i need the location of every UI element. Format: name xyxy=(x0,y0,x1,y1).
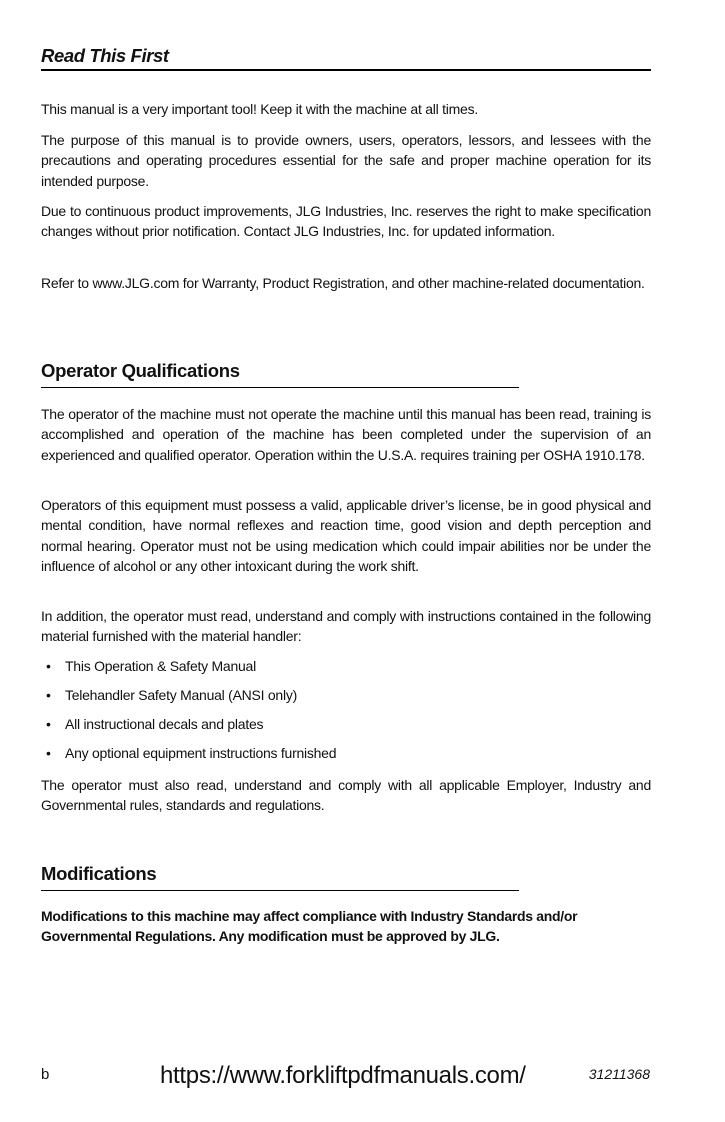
section-title-operator-qualifications: Operator Qualifications xyxy=(41,360,240,381)
section-title-modifications: Modifications xyxy=(41,863,157,884)
paragraph: The operator of the machine must not operate the machine until this manual has been read, training is accomplished and operation of the machine has been completed under the supervision of an experienced and qualified operator. Operation within the U.S.A. requires training per OSHA 1910.178. xyxy=(41,406,651,463)
title-rule xyxy=(41,69,651,71)
list-item-text: Telehandler Safety Manual (ANSI only) xyxy=(65,687,297,703)
bullet-icon: • xyxy=(46,687,51,703)
list-item-text: All instructional decals and plates xyxy=(65,716,264,732)
paragraph: This manual is a very important tool! Keep it with the machine at all times. xyxy=(41,101,478,117)
list-item xyxy=(41,658,256,674)
paragraph: In addition, the operator must read, understand and comply with instructions contained in the following material furnished with the material handler: xyxy=(41,608,651,645)
paragraph: Due to continuous product improvements, JLG Industries, Inc. reserves the right to make specification changes without prior notification. Contact JLG Industries, Inc. for updated information. xyxy=(41,203,651,240)
modifications-warning: Modifications to this machine may affect compliance with Industry Standards and/or Governmental Regulations. Any modification must be approved by JLG. xyxy=(41,908,578,945)
list-item xyxy=(41,745,336,761)
bullet-icon: • xyxy=(46,658,51,674)
document-number: 31211368 xyxy=(588,1066,650,1082)
list-item-text: This Operation & Safety Manual xyxy=(65,658,256,674)
paragraph: The operator must also read, understand and comply with all applicable Employer, Industry and Governmental rules, standards and regulations. xyxy=(41,777,651,814)
paragraph: Refer to www.JLG.com for Warranty, Product Registration, and other machine-related documentation. xyxy=(41,275,645,291)
bullet-icon: • xyxy=(46,716,51,732)
paragraph: The purpose of this manual is to provide owners, users, operators, lessors, and lessees with the precautions and operating procedures essential for the safe and proper machine operation for its intended purpose. xyxy=(41,132,651,189)
list-item xyxy=(41,716,263,732)
list-item-text: Any optional equipment instructions furnished xyxy=(65,745,337,761)
bullet-icon: • xyxy=(46,745,51,761)
list-item xyxy=(41,687,297,703)
section-title-read-this-first: Read This First xyxy=(41,45,169,66)
watermark-url: https://www.forkliftpdfmanuals.com/ xyxy=(160,1062,526,1089)
section-rule xyxy=(41,387,519,388)
page-number: b xyxy=(41,1066,50,1083)
section-rule xyxy=(41,890,519,891)
paragraph: Operators of this equipment must possess a valid, applicable driver’s license, be in good physical and mental condition, have normal reflexes and reaction time, good vision and depth perception and normal hearing. Operator must not be using medication which could impair abilities nor be under the influence of alcohol or any other intoxicant during the work shift. xyxy=(41,497,651,574)
